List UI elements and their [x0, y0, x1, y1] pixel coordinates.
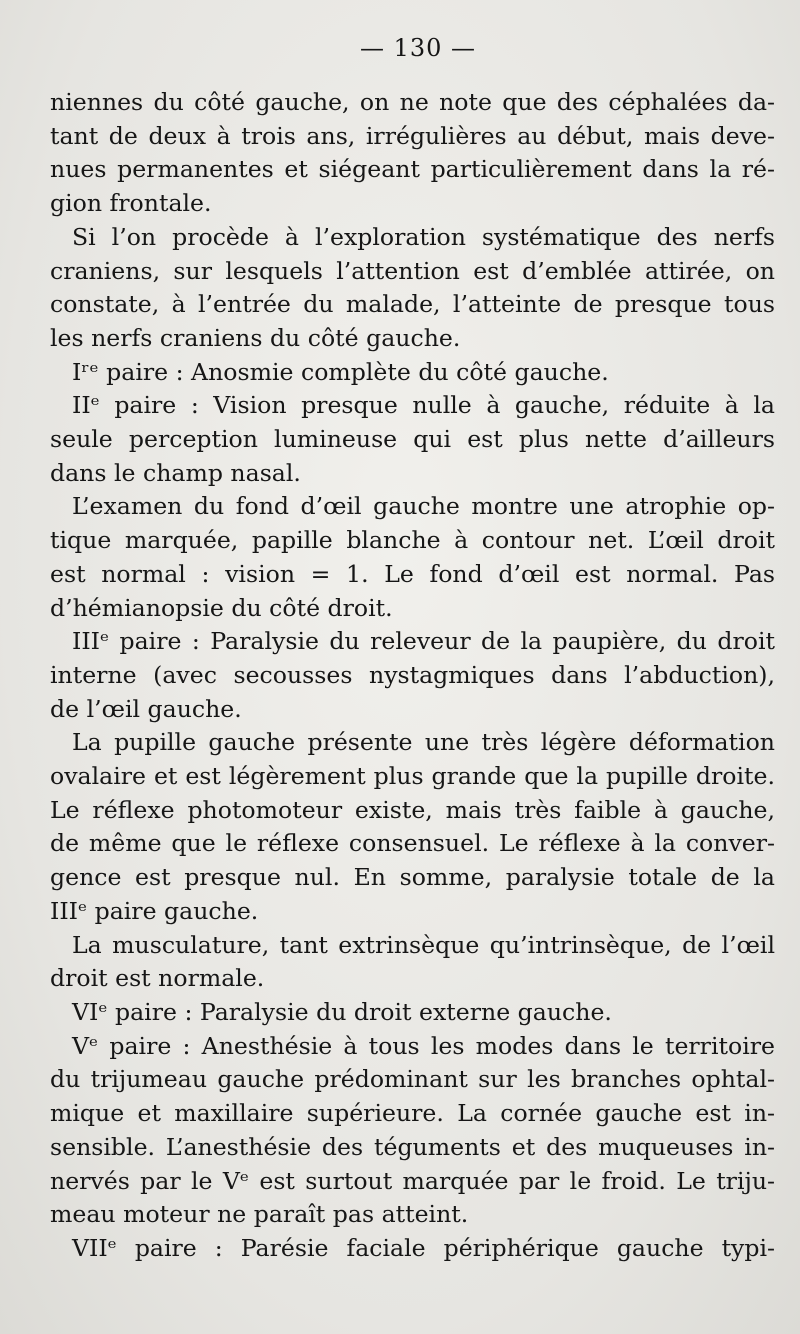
paragraph: [50, 929, 775, 996]
text-line: les nerfs craniens du côté gauche.: [50, 323, 461, 352]
paragraph: [50, 1232, 775, 1266]
text-line: sensible. L’anesthésie des téguments et des muqueuses in-: [50, 1132, 775, 1161]
paragraph: [50, 221, 775, 356]
text-line: Si l’on procède à l’exploration systématique des nerfs: [72, 222, 775, 251]
text-line: La musculature, tant extrinsèque qu’intrinsèque, de l’œil: [72, 930, 775, 959]
paragraph: [50, 625, 775, 726]
text-line: mique et maxillaire supérieure. La cornée gauche est in-: [50, 1099, 775, 1128]
text-line: Vᵉ paire : Anesthésie à tous les modes dans le territoire: [72, 1031, 775, 1060]
text-line: IIᵉ paire : Vision presque nulle à gauche, réduite à la: [72, 391, 775, 420]
paragraph: [50, 996, 775, 1030]
paragraph: [50, 1030, 775, 1232]
text-line: d’hémianopsie du côté droit.: [50, 593, 393, 622]
text-line: ovalaire et est légèrement plus grande que la pupille droite.: [50, 762, 775, 791]
text-line: droit est normale.: [50, 964, 265, 993]
paragraph: [50, 490, 775, 625]
paragraph: [50, 356, 775, 390]
text-line: de l’œil gauche.: [50, 694, 242, 723]
text-line: VIIᵉ paire : Parésie faciale périphérique gauche typi-: [72, 1233, 775, 1262]
paragraph: [50, 389, 775, 490]
text-line: interne (avec secousses nystagmiques dans l’abduction),: [50, 660, 775, 689]
text-line: gion frontale.: [50, 189, 212, 218]
body-text: [50, 86, 775, 1266]
text-line: IIIᵉ paire : Paralysie du releveur de la paupière, du droit: [72, 627, 775, 656]
text-line: craniens, sur lesquels l’attention est d’emblée attirée, on: [50, 256, 775, 285]
text-line: L’examen du fond d’œil gauche montre une atrophie op-: [72, 492, 775, 521]
text-line: du trijumeau gauche prédominant sur les branches ophtal-: [50, 1065, 775, 1094]
text-line: constate, à l’entrée du malade, l’atteinte de presque tous: [50, 290, 775, 319]
text-line: VIᵉ paire : Paralysie du droit externe gauche.: [72, 997, 612, 1026]
text-line: niennes du côté gauche, on ne note que des céphalées da-: [50, 88, 775, 116]
text-line: Iʳᵉ paire : Anosmie complète du côté gauche.: [72, 357, 609, 386]
page-number: — 130 —: [359, 34, 477, 62]
text-line: Le réflexe photomoteur existe, mais très faible à gauche,: [50, 795, 775, 824]
text-line: nues permanentes et siégeant particulièrement dans la ré-: [50, 155, 775, 184]
text-line: seule perception lumineuse qui est plus nette d’ailleurs: [50, 425, 775, 454]
text-line: meau moteur ne paraît pas atteint.: [50, 1200, 469, 1229]
text-line: dans le champ nasal.: [50, 458, 301, 487]
text-line: IIIᵉ paire gauche.: [50, 896, 259, 925]
paragraph: [50, 726, 775, 928]
text-line: tique marquée, papille blanche à contour net. L’œil droit: [50, 526, 775, 555]
text-line: gence est presque nul. En somme, paralysie totale de la: [50, 863, 775, 892]
text-line: tant de deux à trois ans, irrégulières au début, mais deve-: [50, 121, 775, 150]
text-line: nervés par le Vᵉ est surtout marquée par le froid. Le triju-: [50, 1166, 775, 1195]
paragraph: [50, 86, 775, 221]
text-line: de même que le réflexe consensuel. Le réflexe à la conver-: [50, 829, 775, 858]
text-line: est normal : vision = 1. Le fond d’œil est normal. Pas: [50, 559, 775, 588]
text-line: La pupille gauche présente une très légère déformation: [72, 728, 775, 757]
